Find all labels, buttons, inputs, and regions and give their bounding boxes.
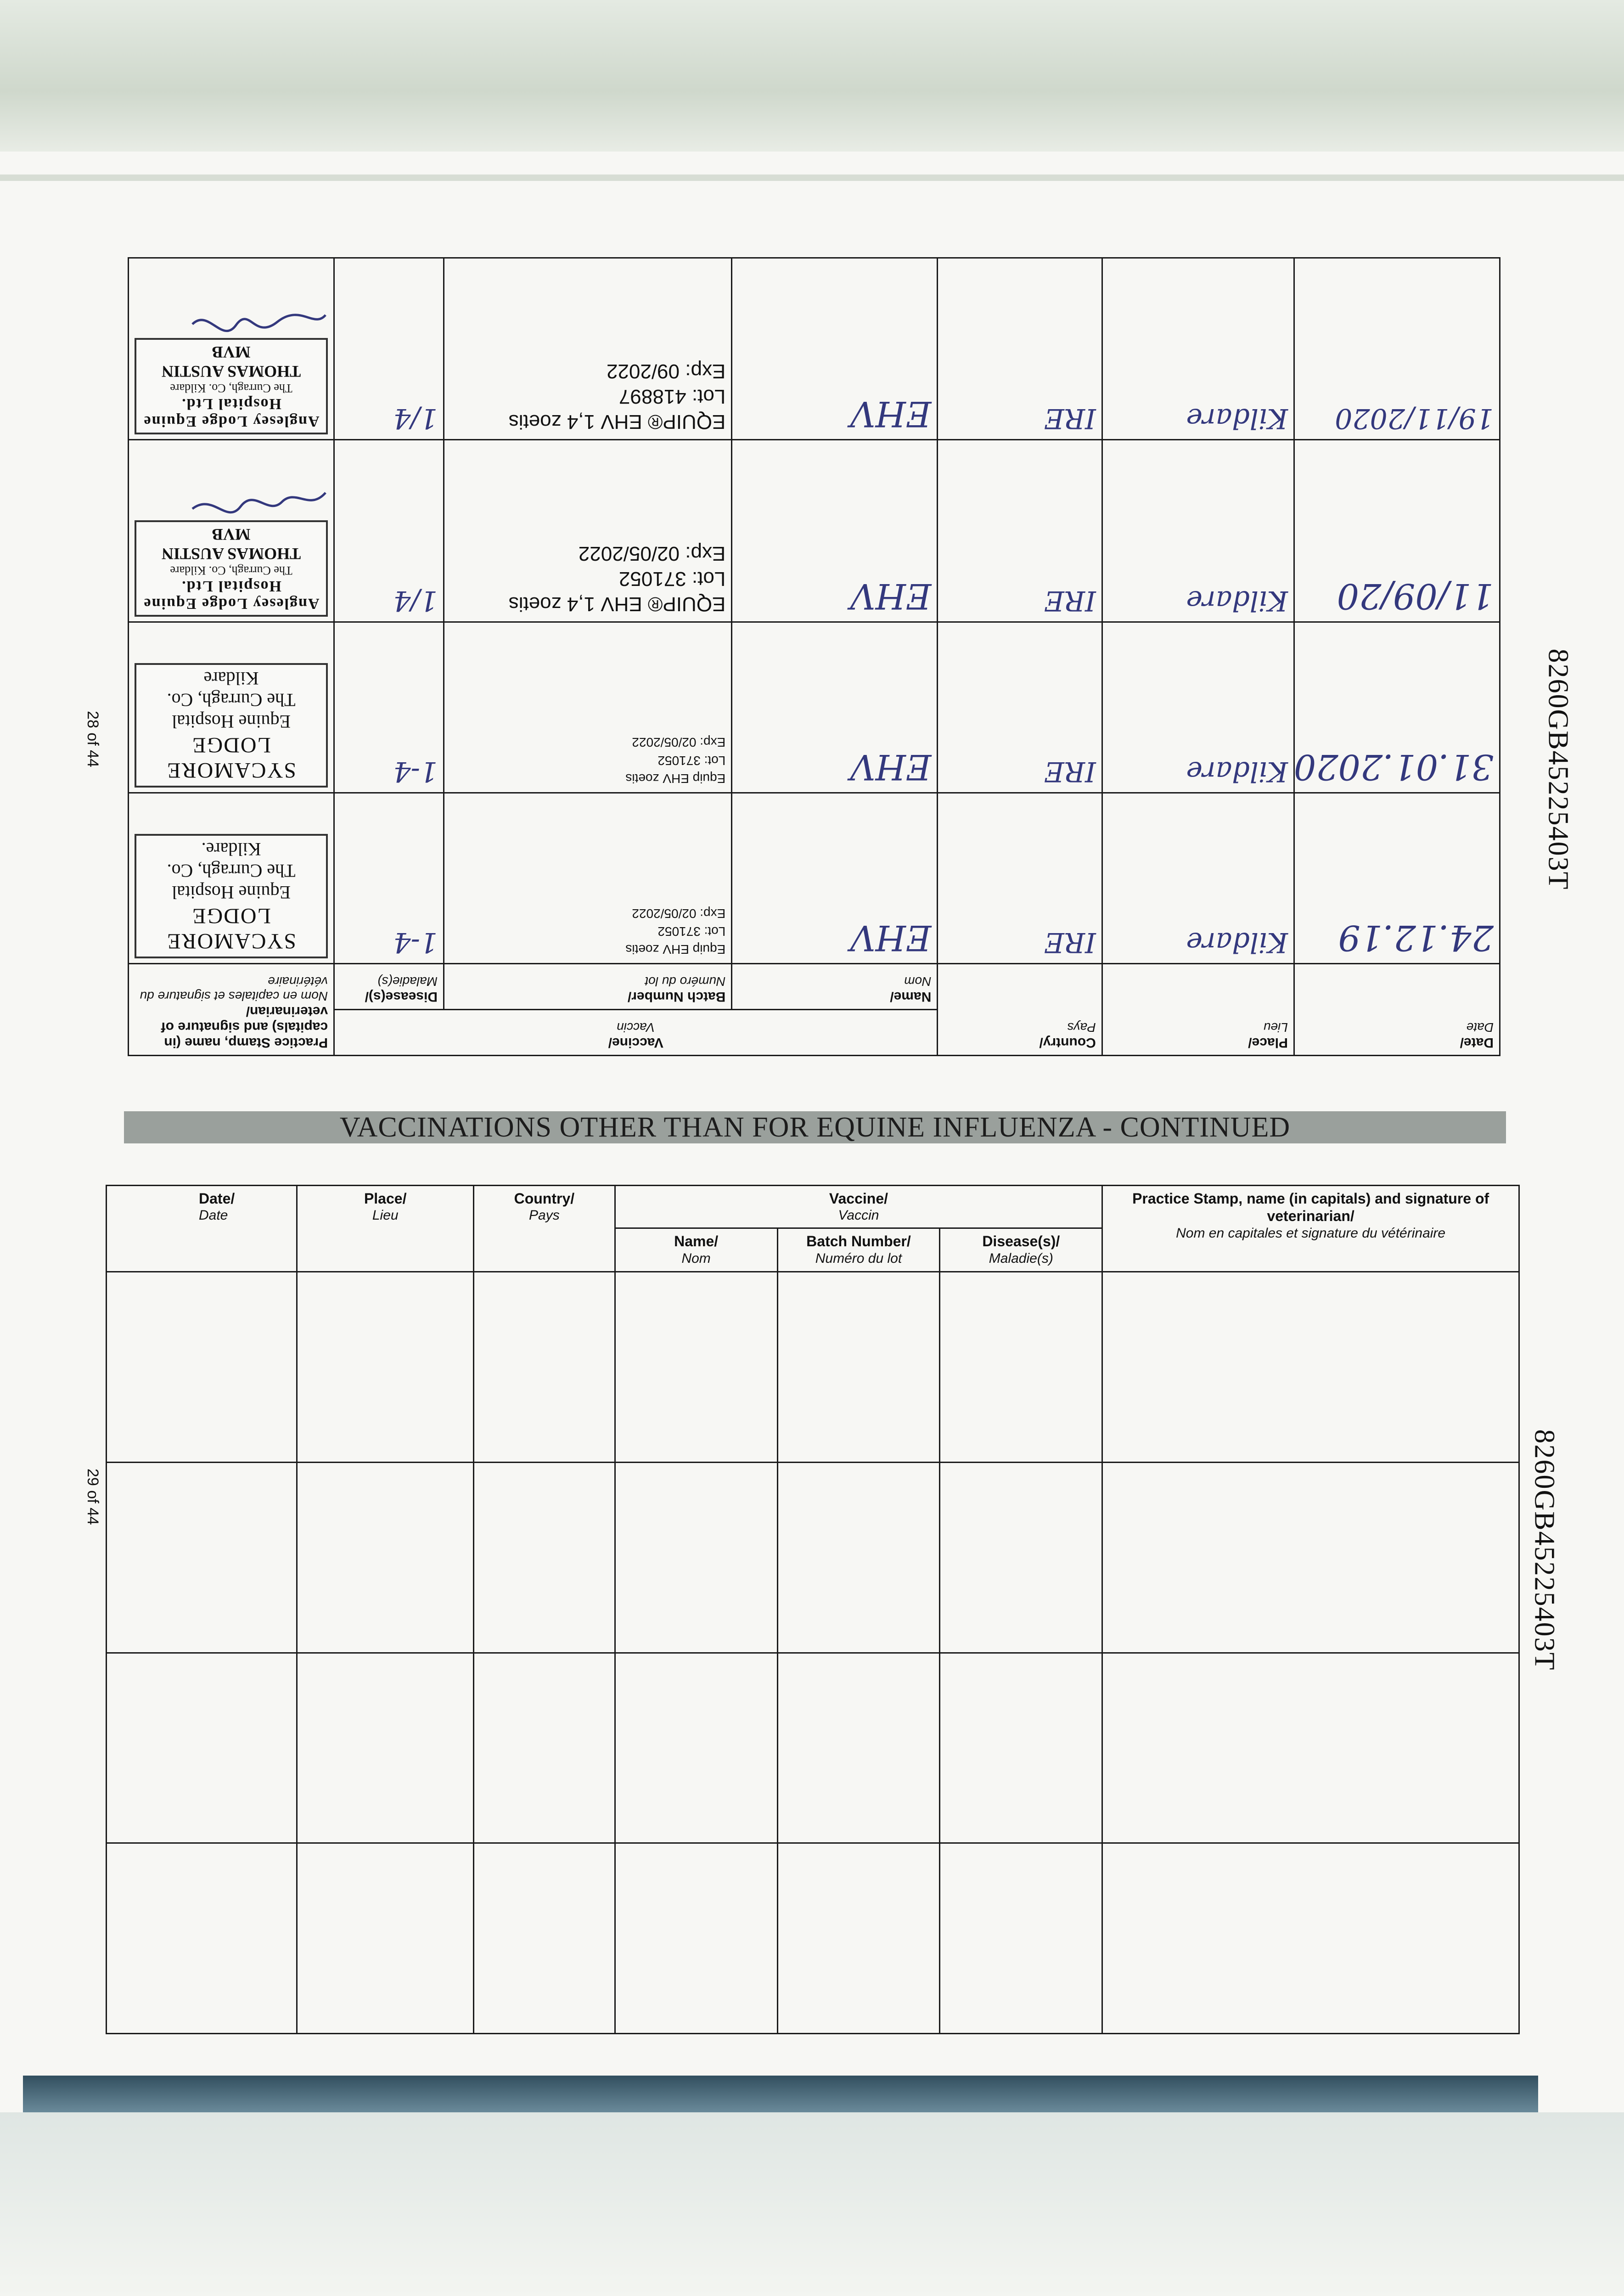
- scan-top-band: [0, 0, 1624, 152]
- header-disease: Disease(s)/ Maladie(s): [334, 964, 444, 1010]
- header-vaccine: Vaccine/ Vaccin: [615, 1186, 1102, 1228]
- header-place: Place/ Lieu: [1102, 964, 1294, 1056]
- header-country: Country/ Pays: [474, 1186, 615, 1272]
- section-banner: [124, 1111, 1506, 1143]
- entry-vaccine-name: EHV: [850, 394, 932, 435]
- entry-place: Kildare: [1186, 584, 1288, 617]
- entry-date: 31.01.2020: [1293, 746, 1494, 788]
- scan-divider: [0, 174, 1624, 181]
- header-vaccine: Vaccine/ Vaccin: [334, 1010, 938, 1056]
- header-disease: Disease(s)/ Maladie(s): [940, 1228, 1102, 1272]
- header-place: Place/ Lieu: [297, 1186, 474, 1272]
- header-name: Name/ Nom: [615, 1228, 777, 1272]
- scan-bottom-margin: [0, 2112, 1624, 2296]
- signature-icon: [190, 484, 328, 516]
- entry-place: Kildare: [1186, 755, 1288, 788]
- entry-country: IRE: [1044, 755, 1096, 788]
- entry-batch: EQUIP® EHV 1,4 zoetis Lot: 371052 Exp: 02/05/2022: [444, 440, 732, 622]
- entry-country: IRE: [1044, 402, 1096, 435]
- entry-batch: Equip EHV zoetis Lot: 371052 Exp: 02/05/2022: [444, 622, 732, 793]
- practice-stamp: [129, 793, 334, 963]
- entry-vaccine-name: EHV: [850, 746, 932, 788]
- serial-number-top: 8260GB45225403T: [1542, 648, 1574, 890]
- practice-stamp: [129, 440, 334, 622]
- page-number-right: 29 of 44: [84, 1469, 101, 1525]
- page-number-left: 28 of 44: [84, 711, 101, 767]
- entry-date: 24.12.19: [1338, 917, 1494, 958]
- table-row: [129, 793, 1500, 963]
- entry-date: 11/09/20: [1337, 575, 1494, 617]
- signature-icon: [190, 301, 328, 333]
- header-batch: Batch Number/ Numéro du lot: [777, 1228, 940, 1272]
- entry-disease: 1-4: [393, 926, 438, 958]
- stamp-sycamore: SYCAMORE LODGE Equine Hospital The Curragh, Co. Kildare: [135, 663, 328, 788]
- entry-country: IRE: [1044, 584, 1096, 617]
- stamp-anglesey: Anglesey Lodge Equine Hospital Ltd. The Curragh, Co. Kildare THOMAS AUSTIN MVB: [135, 338, 328, 434]
- table-row: [107, 1272, 1519, 1463]
- entry-batch: EQUIP® EHV 1,4 zoetis Lot: 418897 Exp: 09/2022: [444, 258, 732, 440]
- entry-country: IRE: [1044, 926, 1096, 958]
- upper-page-table: [128, 257, 1500, 1056]
- header-date: Date/ Date: [1294, 964, 1500, 1056]
- entry-vaccine-name: EHV: [850, 917, 932, 958]
- entry-disease: 1/4: [393, 402, 438, 435]
- entry-place: Kildare: [1186, 926, 1288, 958]
- scan-bottom-band: [23, 2076, 1538, 2112]
- entry-date: 19/11/2020: [1335, 402, 1494, 435]
- header-name: Name/ Nom: [732, 964, 938, 1010]
- table-row: [107, 1463, 1519, 1653]
- entry-place: Kildare: [1186, 402, 1288, 435]
- table-row: [129, 622, 1500, 793]
- header-date: Date/ Date: [107, 1186, 297, 1272]
- header-country: Country/ Pays: [938, 964, 1102, 1056]
- header-practice: Practice Stamp, name (in capitals) and signature of veterinarian/ Nom en capitales et signature du vétérinaire: [129, 964, 334, 1056]
- entry-vaccine-name: EHV: [850, 575, 932, 617]
- table-row: [129, 440, 1500, 622]
- header-practice: Practice Stamp, name (in capitals) and signature of veterinarian/ Nom en capitales et signature du vétérinaire: [1102, 1186, 1519, 1272]
- entry-disease: 1/4: [393, 584, 438, 617]
- stamp-sycamore: SYCAMORE LODGE Equine Hospital The Curragh, Co. Kildare.: [135, 834, 328, 958]
- table-row: [129, 258, 1500, 440]
- table-row: [107, 1843, 1519, 2034]
- serial-number-bottom: 8260GB45225403T: [1528, 1429, 1560, 1671]
- entry-batch: Equip EHV zoetis Lot: 371052 Exp: 02/05/2022: [444, 793, 732, 963]
- entry-disease: 1-4: [393, 755, 438, 788]
- table-row: [107, 1653, 1519, 1843]
- practice-stamp: [129, 622, 334, 793]
- section-title: VACCINATIONS OTHER THAN FOR EQUINE INFLUENZA - CONTINUED: [339, 1112, 1291, 1143]
- practice-stamp: [129, 258, 334, 440]
- header-batch: Batch Number/ Numéro du lot: [444, 964, 732, 1010]
- lower-page-table: [106, 1185, 1520, 2034]
- stamp-anglesey: Anglesey Lodge Equine Hospital Ltd. The Curragh, Co. Kildare THOMAS AUSTIN MVB: [135, 520, 328, 617]
